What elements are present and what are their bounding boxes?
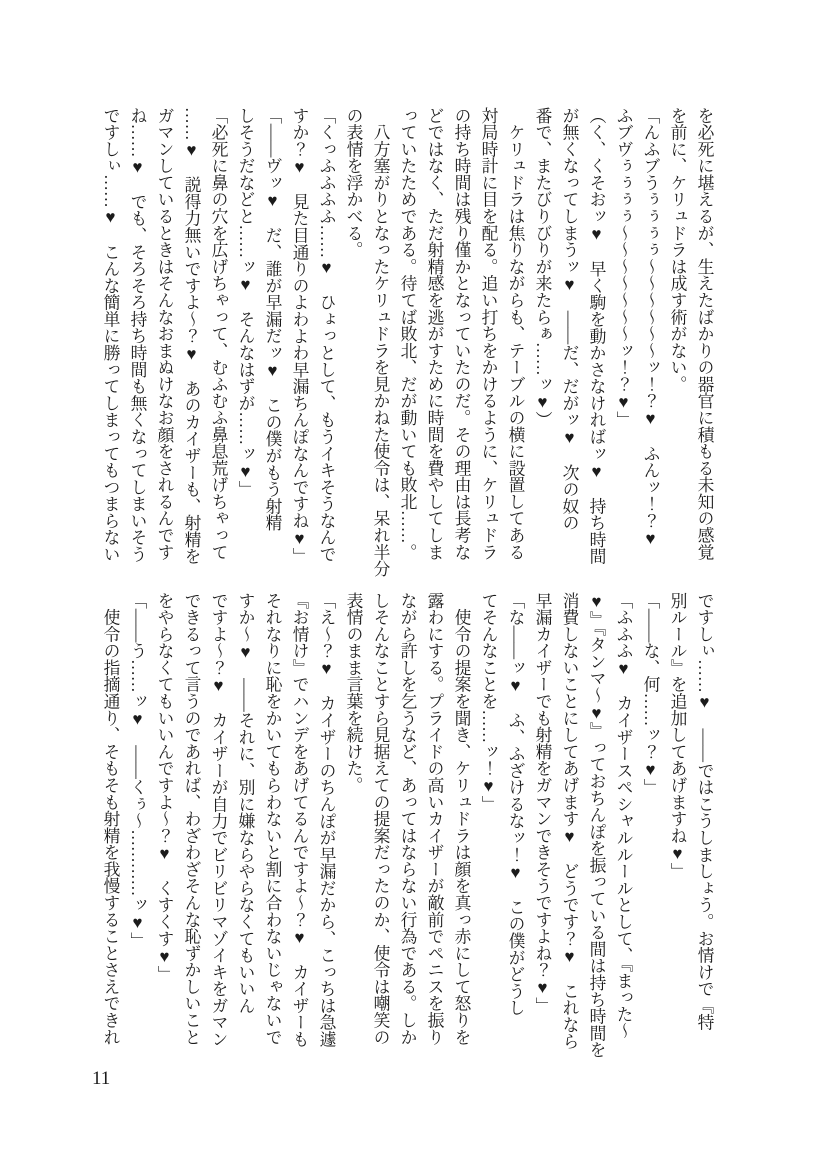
text-column-13: しそんなことすら見据えての提案だったのか、使令は嘲笑の bbox=[371, 592, 390, 1046]
text-column-9: 対局時計に目を配る。追い打ちをかけるように、ケリュドラ bbox=[479, 107, 498, 561]
text-column-11: どではなく、ただ射精感を逃がすために時間を費やしてしま bbox=[425, 107, 444, 561]
text-column-3: 「――な、何……ッ？♥」 bbox=[641, 592, 660, 796]
text-column-9: てそんなことを……ッ！♥」 bbox=[479, 592, 498, 813]
text-column-18: しそうだなどと……ッ♥ そんなはずが……ッ♥」 bbox=[236, 107, 255, 498]
page-number: 11 bbox=[92, 1068, 111, 1089]
text-column-20: できるって言うのであれば、わざわざそんな恥ずかしいこと bbox=[182, 592, 201, 1046]
text-column-7: 早漏カイザーでも射精をガマンできそうですよね？♥」 bbox=[533, 592, 552, 1014]
text-column-19: 「必死に鼻の穴を広げちゃって、むふむふ鼻息荒げちゃって bbox=[209, 107, 228, 561]
text-column-14: の表情を浮かべる。 bbox=[344, 107, 363, 259]
text-column-15: 「くっふふふふ……♥ ひょっとして、もうイキそうなんで bbox=[317, 107, 336, 563]
text-column-12: っていたためである。待てば敗北、だが動いても敗北……。 bbox=[398, 107, 417, 561]
text-column-6: 消費しないことにしてあげます♥ どうです？♥ これなら bbox=[560, 592, 579, 1050]
text-column-22: ね……♥ でも、そろそろ持ち時間も無くなってしまいそう bbox=[128, 107, 147, 563]
text-column-17: それなりに恥をかいてもらわないと割に合わないじゃないで bbox=[263, 592, 282, 1046]
text-column-1: を必死に堪えるが、生えたばかりの器官に積もる未知の感覚 bbox=[695, 107, 714, 561]
text-column-16: すか？♥ 見た目通りのよわよわ早漏ちんぽなんですね♥」 bbox=[290, 107, 309, 565]
text-column-4: 「ふふふ♥ カイザースペシャルルールとして、『まった〜 bbox=[614, 592, 633, 1040]
vertical-text-block-lower bbox=[97, 592, 718, 1059]
text-column-15: 「え〜？♥ カイザーのちんぽが早漏だから、こっちは急遽 bbox=[317, 592, 336, 1048]
text-column-23: ですしぃ……♥ こんな簡単に勝ってしまってもつまらない bbox=[101, 107, 120, 563]
text-column-2: を前に、ケリュドラは成す術がない。 bbox=[668, 107, 687, 393]
text-column-13: 八方塞がりとなったケリュドラを見かねた使令は、呆れ半分 bbox=[371, 107, 390, 578]
text-column-5: （く、くそおッ♥ 早く駒を動かさなければッ♥ 持ち時間 bbox=[587, 107, 606, 565]
text-column-3: 「んふブうぅぅぅぅ〜〜〜〜〜〜ッ！？♥ ふんッ！？♥ bbox=[641, 107, 660, 548]
text-column-11: 露わにする。プライドの高いカイザーが敵前でペニスを振り bbox=[425, 592, 444, 1046]
text-column-1: ですしぃ……♥ ――ではこうしましょう。お情けで『特 bbox=[695, 592, 714, 1031]
text-column-12: ながら許しを乞うなど、あってはならない行為である。しか bbox=[398, 592, 417, 1046]
text-column-21: をやらなくてもいいんですよ〜？♥ くすくす♥」 bbox=[155, 592, 174, 983]
text-column-16: 『お情け』でハンデをあげてるんですよ〜？♥ カイザーも bbox=[290, 592, 309, 1048]
text-column-7: 番で、またびりびりが来たらぁ……ッ♥） bbox=[533, 107, 552, 429]
text-column-4: ふブヴぅぅぅぅ〜〜〜〜〜〜〜ッ！？♥」 bbox=[614, 107, 633, 429]
text-column-10: の持ち時間は残り僅かとなっていたのだ。その理由は長考な bbox=[452, 107, 471, 561]
text-column-20: ……♥ 説得力無いですよ〜？♥ あのカイザーも、射精を bbox=[182, 107, 201, 565]
text-column-18: すか〜♥ ――それに、別に嫌ならやらなくてもいいん bbox=[236, 592, 255, 1014]
text-column-14: 表情のまま言葉を続けた。 bbox=[344, 592, 363, 794]
text-column-21: ガマンしているときはそんなおまぬけなお顔をされるんです bbox=[155, 107, 174, 561]
text-column-6: が無くなってしまうッ♥ ――だ、だがッ♥ 次の奴の bbox=[560, 107, 579, 532]
text-column-17: 「――ヴッ♥ だ、誰が早漏だッ♥ この僕がもう射精 bbox=[263, 107, 282, 532]
text-column-8: 「な――ッ♥ ふ、ふざけるなッ！♥ この僕がどうし bbox=[506, 592, 525, 1017]
text-column-23: 使令の指摘通り、そもそも射精を我慢することさえできれ bbox=[101, 592, 120, 1046]
text-column-5: ♥』『タンマ〜♥』っておちんぽを振っている間は持ち時間を bbox=[587, 592, 606, 1059]
text-column-2: 別ルール』を追加してあげますね♥」 bbox=[668, 592, 687, 880]
text-column-10: 使令の提案を聞き、ケリュドラは顔を真っ赤にして怒りを bbox=[452, 592, 471, 1046]
text-column-22: 「――う……ッ♥ ――くぅ〜…………ッ♥」 bbox=[128, 592, 147, 949]
text-column-19: ですよ〜？♥ カイザーが自力でビリビリマゾイキをガマン bbox=[209, 592, 228, 1048]
vertical-text-block-upper bbox=[97, 107, 718, 578]
text-column-8: ケリュドラは焦りながらも、テーブルの横に設置してある bbox=[506, 107, 525, 561]
